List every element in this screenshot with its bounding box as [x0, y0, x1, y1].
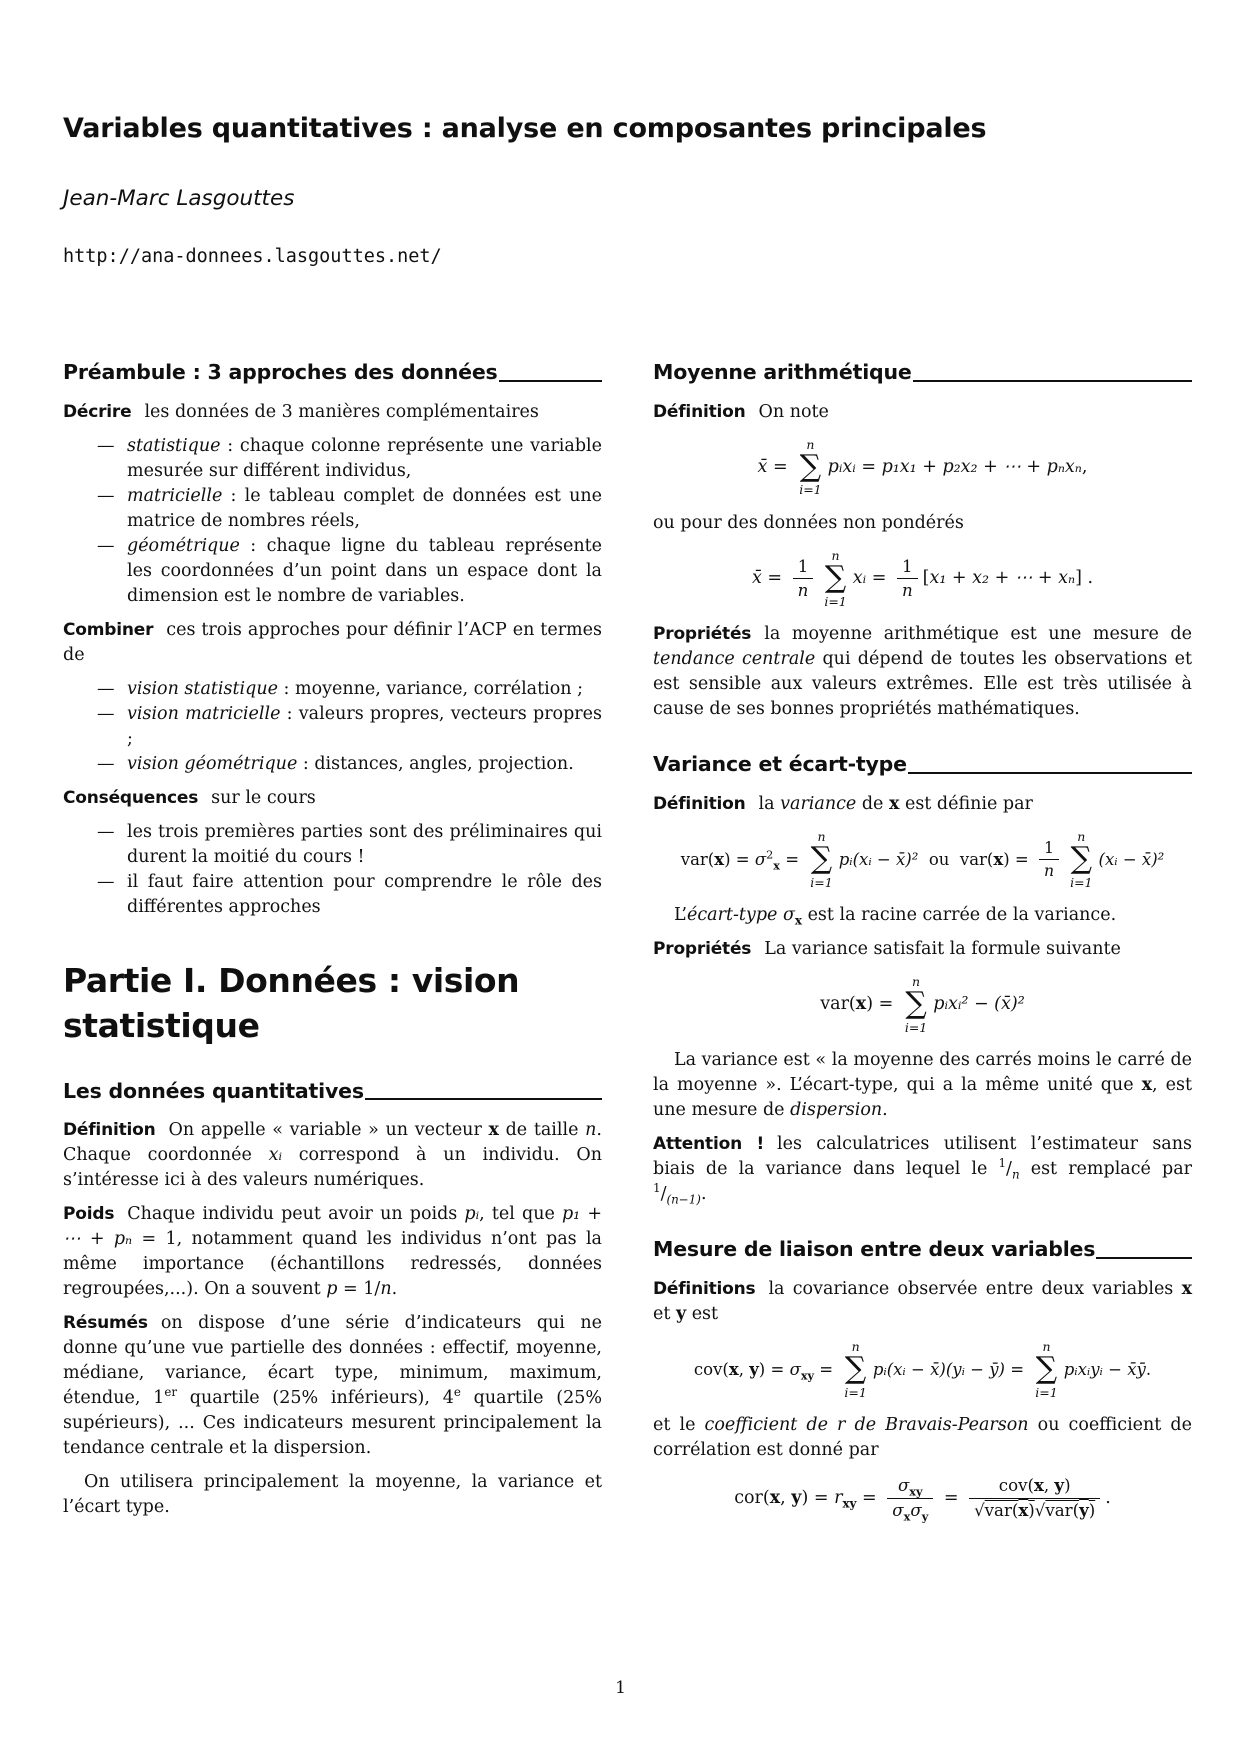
sum-operator: n ∑ i=1 [799, 436, 822, 498]
sum-operator: n ∑ i=1 [1035, 1338, 1058, 1400]
math-run: (xᵢ − x̄)² [1098, 849, 1165, 869]
paragraph-ecart-type: L’écart-type $\sigma_x$ est la racine carrée de la variance. [674, 904, 1117, 928]
document-author: Jean-Marc Lasgouttes [63, 185, 295, 211]
sum-operator: n ∑ i=1 [824, 547, 847, 609]
dash-marker: — [97, 703, 115, 724]
paragraph-on-utilisera: On utilisera principalement la moyenne, la variance et l’écart type. [63, 1472, 602, 1518]
paragraph-non-ponderes: ou pour des données non pondérés [653, 512, 964, 533]
paragraph-consequences: Conséquences sur le cours [63, 787, 316, 808]
math-run: pᵢxᵢ² − (x̄)² [933, 994, 1025, 1015]
dash-marker: — [97, 435, 115, 456]
math-run: . [1105, 1487, 1111, 1508]
list-item-text: matricielle : le tableau complet de données est une matrice de nombres réels, [127, 485, 602, 531]
section-heading-preambule: Préambule : 3 approches des données [63, 360, 602, 385]
list-item [63, 434, 602, 484]
list-item [63, 820, 602, 870]
fraction: $\frac{\sigma_{xy}}{\sigma_x\sigma_y}$ [887, 1476, 933, 1521]
paragraph-poids: Poids Chaque individu peut avoir un poids pᵢ, tel que p₁ + ⋯ + pₙ = 1, notamment quand les individus n’ont pas la même importance (échantillons redressés, données regroupées,...). On a souvent p = 1/n. [63, 1204, 602, 1300]
list-item-text: vision géométrique : distances, angles, projection. [127, 753, 574, 774]
paragraph-definition-on-note: Définition On note [653, 401, 829, 422]
paragraph-decrire: Décrire les données de 3 manières complémentaires [63, 401, 539, 422]
formula-moyenne-ponderee [653, 438, 1192, 498]
paragraph-proprietes-moyenne: Propriétés la moyenne arithmétique est une mesure de tendance centrale qui dépend de toutes les observations et est sensible aux valeurs extrêmes. Elle est très utilisée à cause de ses bonnes propriétés mathématiques. [653, 624, 1192, 720]
document-url: http://ana-donnees.lasgouttes.net/ [63, 245, 442, 267]
page-number: 1 [615, 1678, 626, 1698]
math-run: cor(x, $y) = r_{xy}$ = [734, 1487, 883, 1511]
section-heading-liaison: Mesure de liaison entre deux variables [653, 1237, 1192, 1262]
math-run: xᵢ = [852, 568, 892, 589]
sigma-sum-icon: ∑ [799, 448, 822, 484]
dash-list-visions [63, 677, 602, 777]
list-item-text: les trois premières parties sont des préliminaires qui durent la moitié du cours ! [127, 821, 602, 867]
formula-variance [653, 830, 1192, 890]
sum-operator: n ∑ i=1 [1070, 828, 1093, 890]
paragraph-proprietes-variance: Propriétés La variance satisfait la formule suivante [653, 938, 1121, 959]
list-item-text: vision matricielle : valeurs propres, vecteurs propres ; [127, 703, 603, 749]
math-run: var(x) = [820, 994, 899, 1015]
sigma-sum-icon: ∑ [905, 986, 927, 1022]
math-run: pᵢxᵢyᵢ − x̄ȳ. [1063, 1359, 1152, 1379]
document-title: Variables quantitatives : analyse en composantes principales [63, 113, 987, 144]
formula-correlation [653, 1475, 1192, 1524]
sigma-sum-icon: ∑ [824, 560, 847, 596]
paragraph-bravais-pearson: et le coefficient de r de Bravais-Pearson ou coefficient de corrélation est donné par [653, 1415, 1192, 1461]
list-item [63, 677, 602, 702]
dash-marker: — [97, 821, 115, 842]
math-run: $var(x) = \sigma^2_x$ = [680, 848, 805, 872]
sigma-sum-icon: ∑ [1035, 1351, 1058, 1387]
list-item-text: géométrique : chaque ligne du tableau représente les coordonnées d’un point dans un espace dont la dimension est le nombre de variables. [127, 535, 602, 606]
paragraph-resumes: Résumés on dispose d’une série d’indicateurs qui ne donne qu’une vue partielle des données : effectif, moyenne, médiane, variance, écart type, minimum, maximum, étendue, 1er quartile (25% inférieurs), 4e quartile (25% supérieurs), ... Ces indicateurs mesurent principalement la tendance centrale et la dispersion. [63, 1313, 602, 1459]
fraction: $\frac{\text{cov(x, y)}}{√var(\overline{x})√var(\overline{y})}$ [969, 1476, 1100, 1521]
sum-operator: n ∑ i=1 [844, 1338, 867, 1400]
formula-moyenne-simple [653, 549, 1192, 609]
section-heading-variance: Variance et écart-type [653, 752, 1192, 777]
dash-list-approches [63, 434, 602, 609]
formula-covariance [653, 1340, 1192, 1400]
list-item [63, 752, 602, 777]
sigma-sum-icon: ∑ [1070, 841, 1092, 877]
math-run: pᵢ(xᵢ − x̄)² ou var(x) = [838, 849, 1034, 869]
fraction: $\frac{1}{n}$ [897, 557, 918, 602]
sum-operator: n ∑ i=1 [904, 973, 928, 1035]
list-item-text: il faut faire attention pour comprendre le rôle des différentes approches [127, 871, 602, 917]
dash-list-consequences [63, 820, 602, 920]
fraction: $\frac{1}{n}$ [793, 557, 814, 602]
math-run: cov(x, $y) = \sigma_{xy}$ = [693, 1359, 839, 1382]
math-run: x̄ = [757, 456, 794, 477]
paragraph-attention: Attention ! les calculatrices utilisent l’estimateur sans biais de la variance dans lequel le $^1/_n$ est remplacé par $^1/_{(n-1)}$. [653, 1134, 1193, 1207]
math-run: pᵢxᵢ = p₁x₁ + p₂x₂ + ⋯ + pₙxₙ, [827, 456, 1088, 477]
dash-marker: — [97, 753, 115, 774]
list-item-text: statistique : chaque colonne représente une variable mesurée sur différent individus, [127, 435, 602, 481]
fraction: $\frac{1}{n}$ [1039, 839, 1059, 882]
sigma-sum-icon: ∑ [810, 841, 833, 877]
dash-marker: — [97, 871, 115, 892]
list-item [63, 870, 602, 920]
section-heading-donnees-quantitatives: Les données quantitatives [63, 1079, 602, 1104]
list-item [63, 534, 602, 609]
part-heading-line1: Partie I. Données : vision [63, 960, 520, 1000]
column-left [63, 360, 602, 1529]
math-run: x̄ = [751, 568, 788, 589]
list-item [63, 484, 602, 534]
dash-marker: — [97, 535, 115, 556]
sum-operator: n ∑ i=1 [810, 828, 833, 890]
paragraph-definitions-covariance: Définitions la covariance observée entre deux variables x et y est [653, 1278, 1192, 1324]
part-heading [63, 958, 602, 1049]
list-item-text: vision statistique : moyenne, variance, corrélation ; [127, 678, 583, 699]
paragraph-combiner: Combiner ces trois approches pour définir l’ACP en termes de [63, 619, 602, 665]
paragraph-definition-variance: Définition la variance de x est définie par [653, 793, 1033, 814]
math-run: [x₁ + x₂ + ⋯ + xₙ] . [922, 568, 1094, 589]
math-run: = [938, 1487, 965, 1508]
dash-marker: — [97, 485, 115, 506]
sigma-sum-icon: ∑ [844, 1351, 867, 1387]
document-header [63, 112, 1193, 269]
section-heading-moyenne: Moyenne arithmétique [653, 360, 1192, 385]
dash-marker: — [97, 678, 115, 699]
part-heading-line2: statistique [63, 1006, 260, 1046]
formula-variance-simplifiee [653, 975, 1192, 1035]
paragraph-variance-interpretation: La variance est « la moyenne des carrés moins le carré de la moyenne ». L’écart-type, qui a la même unité que x, est une mesure de dispersion. [653, 1050, 1193, 1121]
paragraph-definition-variable: Définition On appelle « variable » un vecteur x de taille n. Chaque coordonnée xᵢ correspond à un individu. On s’intéresse ici à des valeurs numériques. [63, 1120, 603, 1191]
column-right [653, 360, 1192, 1534]
list-item [63, 702, 602, 752]
math-run: pᵢ(xᵢ − x̄)(yᵢ − ȳ) = [872, 1359, 1030, 1379]
